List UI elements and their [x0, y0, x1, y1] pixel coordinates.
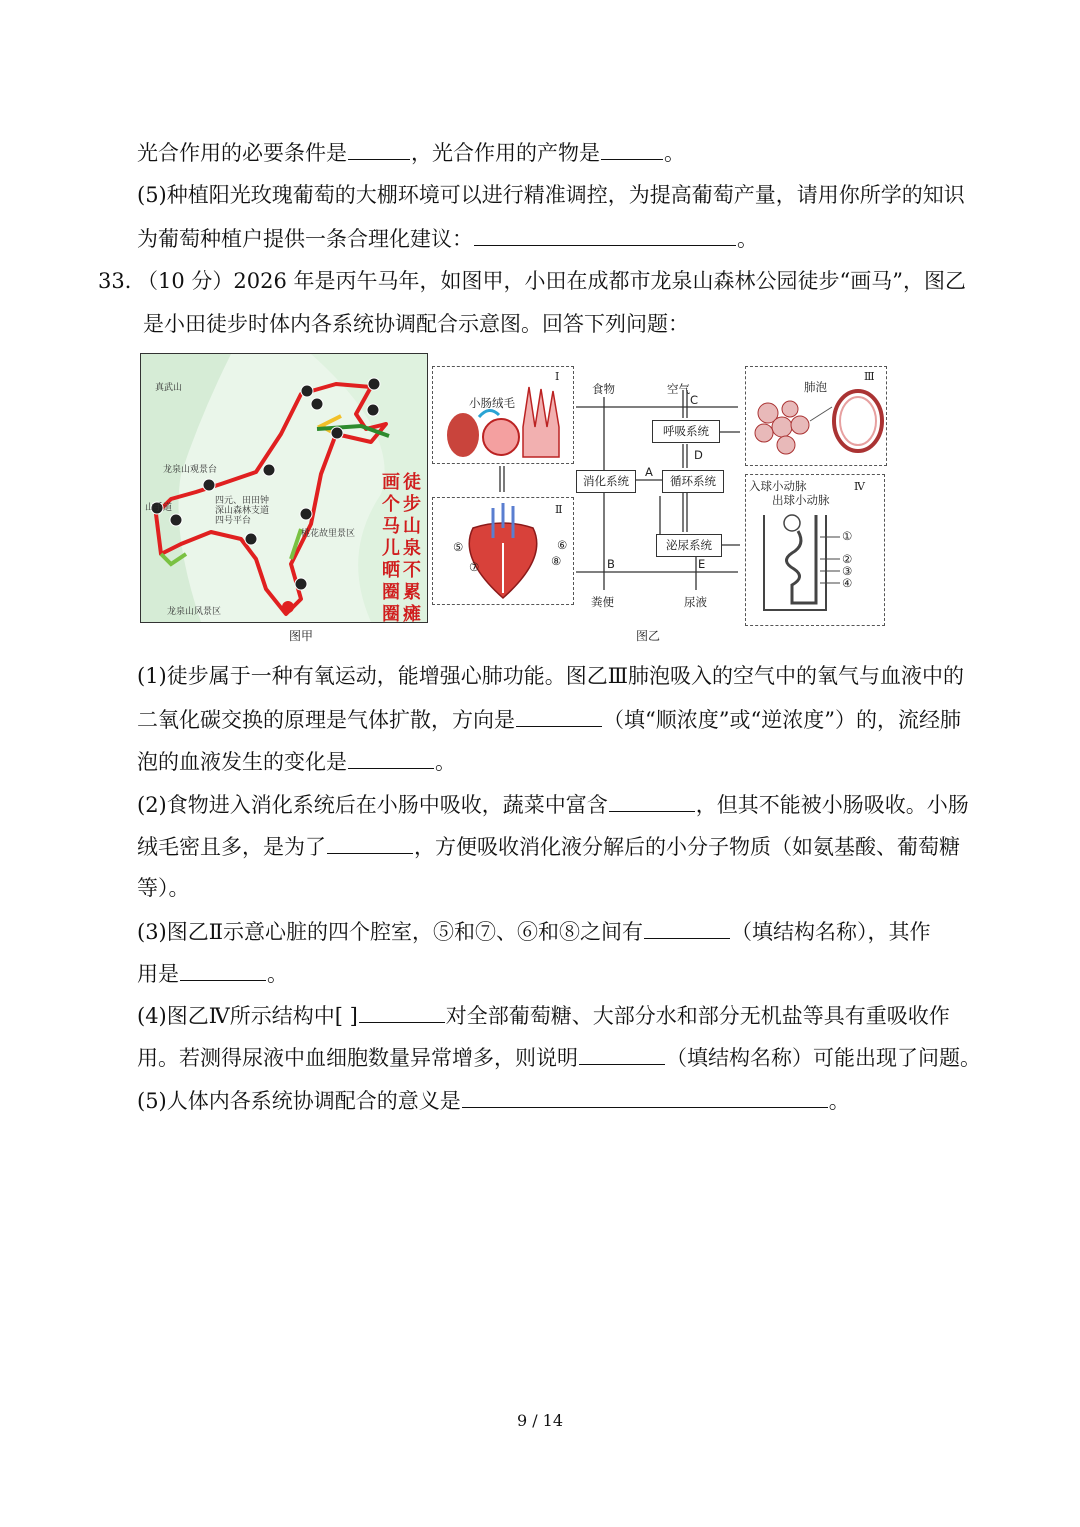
question-33-line-1: （10 分）2026 年是丙午马年，如图甲，小田在成都市龙泉山森林公园徒步“画马”，图乙 — [137, 269, 966, 293]
text-segment: 用是 — [137, 962, 179, 986]
text-segment: 。 — [267, 962, 288, 986]
panel-heart — [432, 497, 574, 605]
answer-blank[interactable] — [609, 789, 695, 812]
text-segment: （填结构名称），其作 — [731, 920, 931, 944]
answer-blank[interactable] — [474, 223, 736, 246]
answer-blank[interactable] — [644, 916, 730, 939]
text-line-2: (5)种植阳光玫瑰葡萄的大棚环境可以进行精准调控，为提高葡萄产量，请用你所学的知识 — [137, 183, 965, 207]
text-segment: 光合作用的必要条件是 — [137, 141, 347, 165]
heart-num: ⑦ — [469, 560, 480, 574]
letter-a: A — [645, 465, 653, 479]
label-air: 空气 — [667, 382, 690, 396]
sub-q5-line-1 — [137, 1085, 850, 1116]
question-number: 33． — [98, 269, 146, 293]
sub-q4-line-2 — [137, 1042, 981, 1073]
letter-e: E — [698, 557, 706, 571]
text-segment: (4)图乙Ⅳ所示结构中[ ] — [137, 1004, 358, 1028]
kidney-num: ② — [842, 552, 853, 566]
text-segment: （填结构名称）可能出现了问题。 — [666, 1046, 981, 1070]
question-33-line-2: 是小田徒步时体内各系统协调配合示意图。回答下列问题： — [143, 312, 689, 336]
label-feces: 粪便 — [591, 595, 614, 609]
answer-blank[interactable] — [348, 746, 434, 769]
heart-num: ⑤ — [453, 540, 464, 554]
panel-label: 小肠绒毛 — [469, 396, 515, 410]
nephron-label: 出球小动脉 — [772, 493, 830, 507]
text-segment: (5)人体内各系统协调配合的意义是 — [137, 1089, 461, 1113]
heart-num: ⑥ — [557, 538, 568, 552]
map-figure — [140, 353, 428, 623]
kidney-num: ③ — [842, 564, 853, 578]
sub-q2-line-3: 等）。 — [137, 876, 190, 900]
label-urine: 尿液 — [684, 595, 707, 609]
map-label: 山手道 — [145, 503, 173, 513]
text-segment: 绒毛密且多，是为了 — [137, 835, 326, 859]
map-label: 四元、田田钟 深山森林支道 四号平台 — [215, 496, 270, 526]
box-circulatory: 循环系统 — [662, 470, 724, 493]
text-line-3 — [137, 223, 758, 254]
map-label: 桃花故里景区 — [301, 529, 356, 539]
box-urinary: 泌尿系统 — [656, 534, 722, 557]
panel-roman: Ⅲ — [864, 370, 875, 383]
answer-blank[interactable] — [601, 137, 663, 160]
letter-b: B — [607, 557, 615, 571]
text-segment: 。 — [435, 750, 456, 774]
sub-q2-line-1 — [137, 789, 969, 820]
map-label: 龙泉山观景台 — [163, 465, 218, 475]
sub-q1-line-2 — [137, 704, 961, 735]
answer-blank[interactable] — [348, 137, 410, 160]
panel-roman: Ⅳ — [854, 480, 865, 493]
sub-q3-line-1 — [137, 916, 931, 947]
letter-c: C — [690, 393, 699, 407]
kidney-num: ④ — [842, 576, 853, 590]
text-segment: (3)图乙Ⅱ示意心脏的四个腔室，⑤和⑦、⑥和⑧之间有 — [137, 920, 644, 944]
box-respiratory: 呼吸系统 — [652, 420, 720, 443]
panel-roman: Ⅱ — [555, 503, 563, 516]
figure-caption-jia: 图甲 — [289, 629, 314, 643]
box-digestive: 消化系统 — [576, 470, 636, 493]
sub-q2-line-2 — [137, 831, 960, 862]
panel-roman: Ⅰ — [555, 370, 560, 383]
kidney-num: ① — [842, 529, 853, 543]
heart-num: ⑧ — [551, 554, 562, 568]
text-segment: （填“顺浓度”或“逆浓度”）的，流经肺 — [603, 708, 961, 732]
text-segment: 对全部葡萄糖、大部分水和部分无机盐等具有重吸收作 — [445, 1004, 950, 1028]
label-food: 食物 — [592, 382, 615, 396]
sub-q1-line-1: (1)徒步属于一种有氧运动，能增强心肺功能。图乙Ⅲ肺泡吸入的空气中的氧气与血液中的 — [137, 664, 964, 688]
text-segment: ，但其不能被小肠吸收。小肠 — [695, 793, 969, 817]
letter-d: D — [694, 448, 703, 462]
text-segment: 为葡萄种植户提供一条合理化建议： — [137, 227, 473, 251]
answer-blank[interactable] — [180, 958, 266, 981]
sub-q4-line-1 — [137, 1000, 950, 1031]
figure-caption-yi: 图乙 — [636, 629, 661, 643]
intestine-drawing — [433, 367, 573, 463]
answer-blank[interactable] — [327, 831, 413, 854]
map-title-col-2: 画个马儿晒圈圈 — [382, 472, 400, 623]
panel-intestine — [432, 366, 574, 464]
answer-blank[interactable] — [579, 1042, 665, 1065]
answer-blank[interactable] — [516, 704, 602, 727]
map-label: 龙泉山风景区 — [167, 607, 222, 617]
text-segment: ，光合作用的产物是 — [411, 141, 600, 165]
text-segment: 用。若测得尿液中血细胞数量异常增多，则说明 — [137, 1046, 578, 1070]
page-number: 9 / 14 — [516, 1411, 564, 1430]
panel-nephron — [745, 474, 885, 626]
sub-q1-line-3 — [137, 746, 456, 777]
answer-blank[interactable] — [462, 1085, 828, 1108]
text-segment: ，方便吸收消化液分解后的小分子物质（如氨基酸、葡萄糖 — [414, 835, 960, 859]
text-segment: 二氧化碳交换的原理是气体扩散，方向是 — [137, 708, 515, 732]
panel-alveoli — [745, 366, 887, 466]
answer-blank[interactable] — [359, 1000, 445, 1023]
text-segment: 。 — [828, 1089, 850, 1113]
text-line-1 — [137, 137, 685, 168]
map-label: 真武山 — [155, 383, 183, 393]
text-segment: (2)食物进入消化系统后在小肠中吸收，蔬菜中富含 — [137, 793, 608, 817]
text-segment: 。 — [737, 227, 758, 251]
nephron-label: 入球小动脉 — [749, 479, 807, 493]
panel-label: 肺泡 — [804, 380, 827, 394]
sub-q3-line-2 — [137, 958, 288, 989]
map-title-col-1: 徒步山泉不累瘫 — [403, 472, 421, 623]
text-segment: 。 — [664, 141, 685, 165]
text-segment: 泡的血液发生的变化是 — [137, 750, 347, 774]
